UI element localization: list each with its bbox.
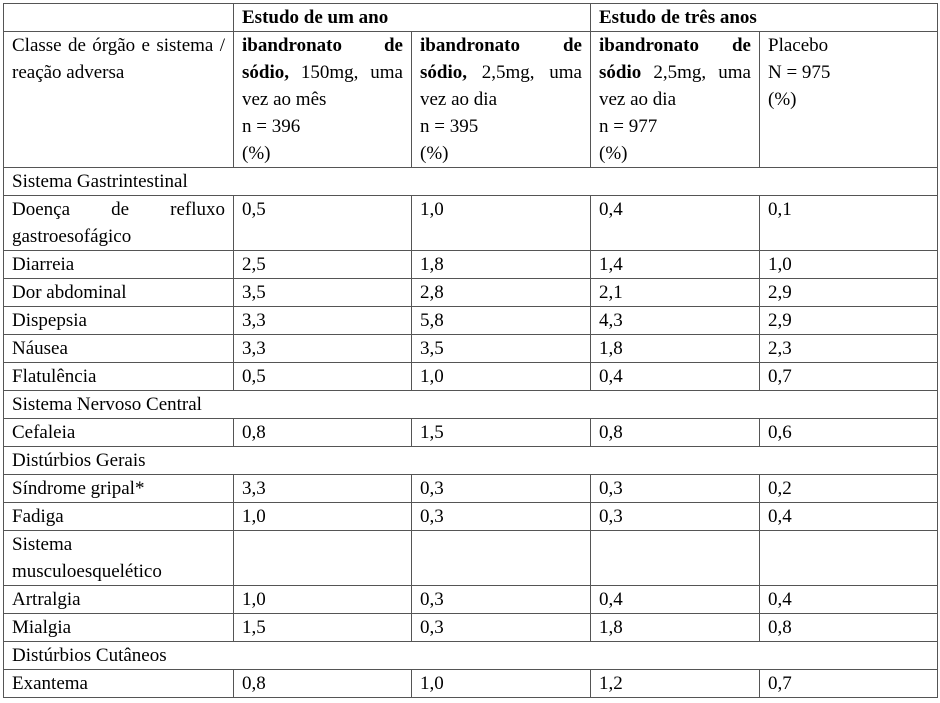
table-row: [4, 614, 938, 642]
reaction-label: Exantema: [4, 670, 234, 698]
reaction-label: Doença de refluxo gastroesofágico: [4, 196, 234, 251]
value-cell: 1,8: [591, 335, 760, 363]
value-cell: 2,9: [760, 279, 938, 307]
value-cell: 0,3: [591, 503, 760, 531]
empty-cell: [234, 531, 412, 586]
reaction-label: Artralgia: [4, 586, 234, 614]
sample-size: n = 395: [420, 116, 479, 137]
empty-cell: [412, 531, 591, 586]
reaction-label: Síndrome gripal*: [4, 475, 234, 503]
value-cell: 3,3: [234, 335, 412, 363]
placebo-label: Placebo: [768, 35, 829, 56]
percent-unit: (%): [242, 143, 271, 164]
value-cell: 2,9: [760, 307, 938, 335]
table-row: [4, 335, 938, 363]
value-cell: 0,6: [760, 419, 938, 447]
value-cell: 0,2: [760, 475, 938, 503]
drug-name: ibandronato de sódio: [599, 35, 751, 83]
value-cell: 1,0: [760, 251, 938, 279]
drug-name: ibandronato de sódio,: [242, 35, 403, 83]
value-cell: 3,5: [412, 335, 591, 363]
value-cell: 0,1: [760, 196, 938, 251]
table-row: [4, 419, 938, 447]
percent-unit: (%): [420, 143, 449, 164]
value-cell: 3,3: [234, 475, 412, 503]
value-cell: 0,8: [591, 419, 760, 447]
value-cell: 1,8: [591, 614, 760, 642]
sample-size: N = 975: [768, 62, 831, 83]
value-cell: 1,0: [412, 196, 591, 251]
value-cell: 1,4: [591, 251, 760, 279]
value-cell: 2,8: [412, 279, 591, 307]
value-cell: 2,5: [234, 251, 412, 279]
header-col-150mg-monthly: [234, 32, 412, 168]
value-cell: 0,7: [760, 670, 938, 698]
percent-unit: (%): [768, 89, 797, 110]
sample-size: n = 977: [599, 116, 658, 137]
value-cell: 0,3: [412, 475, 591, 503]
header-col-placebo: [760, 32, 938, 168]
value-cell: 1,8: [412, 251, 591, 279]
header-col-2-5mg-daily-3yr: [591, 32, 760, 168]
value-cell: 0,4: [591, 586, 760, 614]
section-row: [4, 168, 938, 196]
value-cell: 0,8: [234, 419, 412, 447]
header-three-year-study: Estudo de três anos: [591, 4, 938, 32]
value-cell: 3,5: [234, 279, 412, 307]
value-cell: 2,3: [760, 335, 938, 363]
reaction-label: Cefaleia: [4, 419, 234, 447]
value-cell: 1,5: [412, 419, 591, 447]
table-row: [4, 475, 938, 503]
drug-name: ibandronato de sódio,: [420, 35, 582, 83]
section-row: [4, 642, 938, 670]
value-cell: 1,0: [412, 670, 591, 698]
sample-size: n = 396: [242, 116, 301, 137]
value-cell: 0,4: [591, 196, 760, 251]
value-cell: 0,8: [234, 670, 412, 698]
reaction-label: Náusea: [4, 335, 234, 363]
section-title: Distúrbios Gerais: [4, 447, 938, 475]
reaction-label: Flatulência: [4, 363, 234, 391]
dose-text: 2,5mg, uma vez ao dia: [599, 62, 751, 110]
section-title: Sistema Gastrintestinal: [4, 168, 938, 196]
value-cell: 0,4: [591, 363, 760, 391]
reaction-label: Fadiga: [4, 503, 234, 531]
value-cell: 5,8: [412, 307, 591, 335]
value-cell: 1,0: [234, 586, 412, 614]
header-organ-class: Classe de órgão e sistema / reação adversa: [4, 32, 234, 168]
value-cell: 0,4: [760, 503, 938, 531]
value-cell: 3,3: [234, 307, 412, 335]
table-row: [4, 670, 938, 698]
value-cell: 0,3: [412, 614, 591, 642]
value-cell: 0,5: [234, 363, 412, 391]
value-cell: 4,3: [591, 307, 760, 335]
table-row: [4, 363, 938, 391]
section-title: Sistema Nervoso Central: [4, 391, 938, 419]
percent-unit: (%): [599, 143, 628, 164]
value-cell: 0,4: [760, 586, 938, 614]
section-row: [4, 447, 938, 475]
value-cell: 1,0: [234, 503, 412, 531]
empty-cell: [760, 531, 938, 586]
reaction-label: Diarreia: [4, 251, 234, 279]
section-title: Sistema musculoesquelético: [4, 531, 234, 586]
value-cell: 1,2: [591, 670, 760, 698]
table-row: [4, 196, 938, 251]
header-columns-row: [4, 32, 938, 168]
table-row: [4, 251, 938, 279]
adverse-reactions-table: [3, 3, 938, 698]
value-cell: 0,3: [412, 503, 591, 531]
value-cell: 1,5: [234, 614, 412, 642]
value-cell: 2,1: [591, 279, 760, 307]
table-row: [4, 503, 938, 531]
value-cell: 1,0: [412, 363, 591, 391]
section-row: [4, 391, 938, 419]
value-cell: 0,5: [234, 196, 412, 251]
empty-cell: [591, 531, 760, 586]
header-col-2-5mg-daily-1yr: [412, 32, 591, 168]
value-cell: 0,3: [591, 475, 760, 503]
section-row: [4, 531, 938, 586]
reaction-label: Mialgia: [4, 614, 234, 642]
table-row: [4, 279, 938, 307]
value-cell: 0,3: [412, 586, 591, 614]
section-title: Distúrbios Cutâneos: [4, 642, 938, 670]
dose-text: 150mg, uma vez ao mês: [242, 62, 403, 110]
header-empty-cell: [4, 4, 234, 32]
header-one-year-study: Estudo de um ano: [234, 4, 591, 32]
dose-text: 2,5mg, uma vez ao dia: [420, 62, 582, 110]
value-cell: 0,8: [760, 614, 938, 642]
header-group-row: [4, 4, 938, 32]
reaction-label: Dor abdominal: [4, 279, 234, 307]
table-row: [4, 307, 938, 335]
table-row: [4, 586, 938, 614]
reaction-label: Dispepsia: [4, 307, 234, 335]
value-cell: 0,7: [760, 363, 938, 391]
